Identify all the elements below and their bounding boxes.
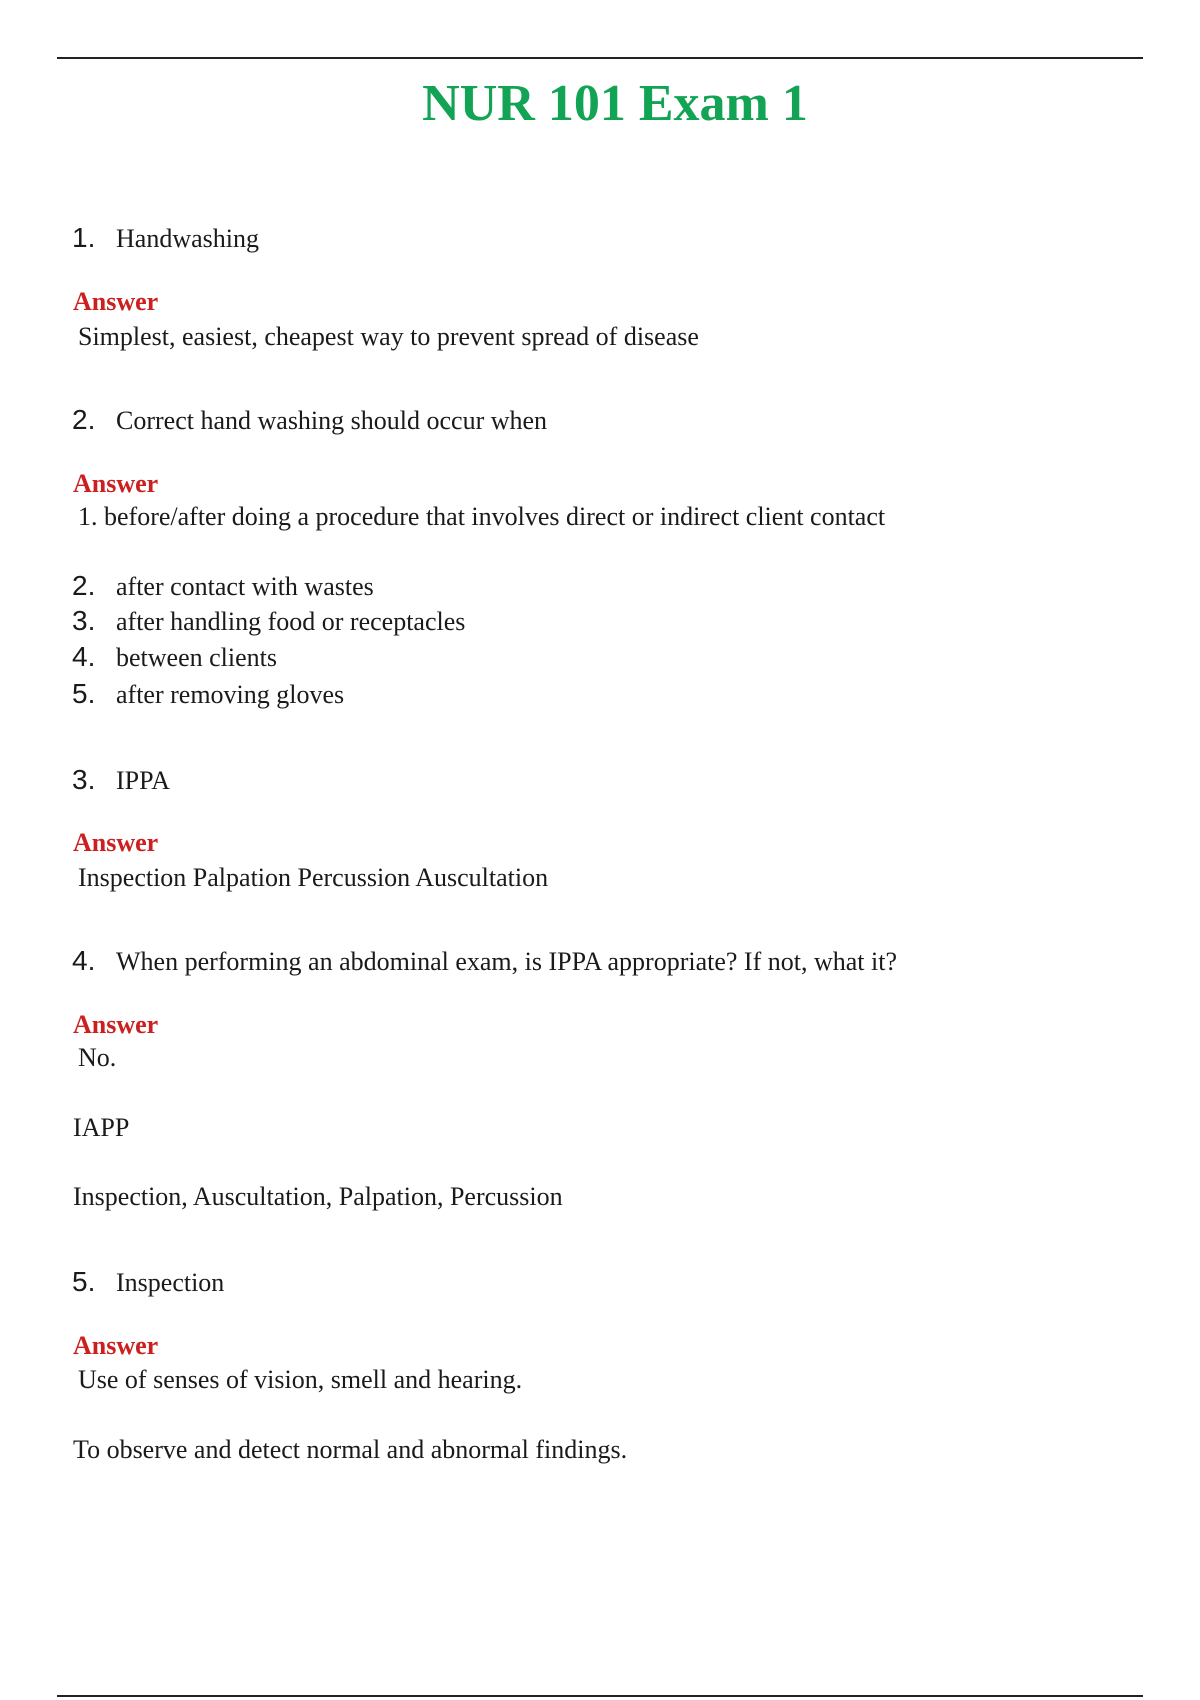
- answer-text: No.: [78, 1043, 117, 1072]
- question-number: 2.: [72, 404, 96, 435]
- answer-list-item: [72, 604, 465, 639]
- question-text: Inspection: [116, 1268, 225, 1297]
- question-2: [72, 403, 547, 438]
- answer-label: Answer: [73, 1010, 159, 1039]
- list-number: 5.: [72, 678, 96, 709]
- list-number: 4.: [72, 641, 96, 672]
- top-rule: [57, 57, 1143, 59]
- question-5: [72, 1265, 224, 1300]
- answer-text: IAPP: [73, 1113, 130, 1142]
- answer-text: 1. before/after doing a procedure that involves direct or indirect client contact: [78, 502, 886, 531]
- list-number: 3.: [72, 605, 96, 636]
- question-3: [72, 763, 170, 798]
- answer-label: Answer: [73, 287, 159, 316]
- answer-list-item: [72, 677, 344, 712]
- answer-label: Answer: [73, 828, 159, 857]
- question-4: [72, 944, 897, 979]
- question-number: 5.: [72, 1266, 96, 1297]
- answer-list-item: [72, 640, 277, 675]
- question-text: IPPA: [116, 766, 170, 795]
- list-text: after removing gloves: [116, 680, 345, 709]
- question-number: 3.: [72, 764, 96, 795]
- question-text: Correct hand washing should occur when: [116, 406, 548, 435]
- question-text: When performing an abdominal exam, is IPPA appropriate? If not, what it?: [116, 947, 898, 976]
- answer-text: To observe and detect normal and abnormal findings.: [73, 1435, 628, 1464]
- list-text: after contact with wastes: [116, 572, 374, 601]
- list-text: between clients: [116, 643, 277, 672]
- answer-text: Inspection Palpation Percussion Auscultation: [78, 863, 549, 892]
- answer-label: Answer: [73, 1331, 159, 1360]
- question-1: [72, 221, 259, 256]
- answer-text: Inspection, Auscultation, Palpation, Percussion: [73, 1182, 563, 1211]
- answer-text: Use of senses of vision, smell and hearing.: [78, 1365, 523, 1394]
- question-text: Handwashing: [116, 224, 259, 253]
- question-number: 1.: [72, 222, 96, 253]
- document-title: NUR 101 Exam 1: [422, 75, 808, 132]
- question-number: 4.: [72, 945, 96, 976]
- answer-text: Simplest, easiest, cheapest way to prevent spread of disease: [78, 322, 699, 351]
- answer-label: Answer: [73, 469, 159, 498]
- bottom-rule: [57, 1695, 1143, 1697]
- answer-list-item: [72, 569, 374, 604]
- list-number: 2.: [72, 570, 96, 601]
- list-text: after handling food or receptacles: [116, 607, 466, 636]
